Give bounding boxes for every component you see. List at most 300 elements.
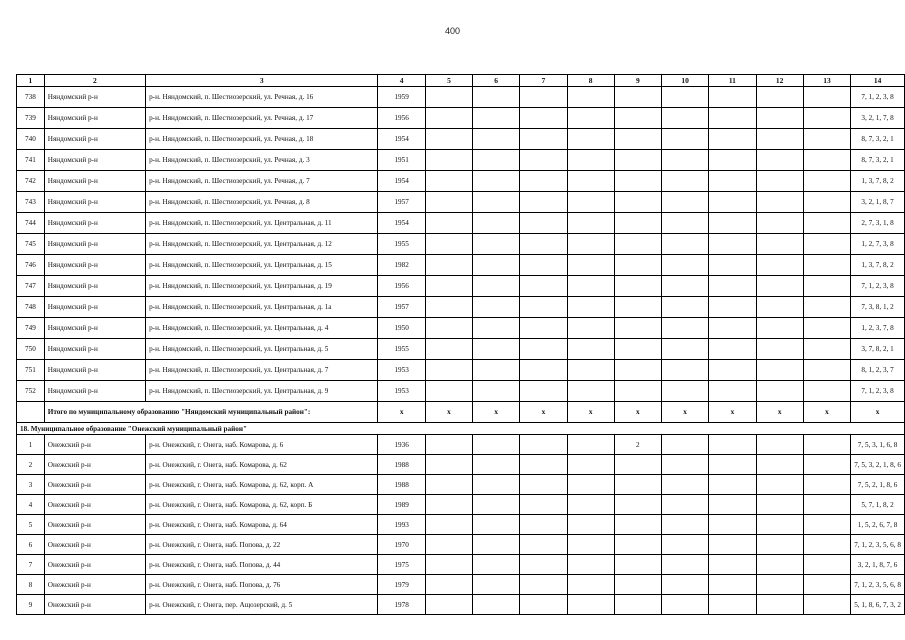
col12-cell	[756, 435, 803, 455]
district-cell: Няндомский р-н	[44, 360, 145, 381]
col7-cell	[520, 297, 567, 318]
col13-cell	[803, 535, 850, 555]
year-cell: 1975	[378, 555, 425, 575]
col7-cell	[520, 475, 567, 495]
table-row	[17, 475, 905, 495]
col7-cell	[520, 150, 567, 171]
col5-cell	[425, 555, 472, 575]
col13-cell	[803, 595, 850, 615]
col12-cell	[756, 535, 803, 555]
col10-cell	[661, 381, 708, 402]
col12-cell	[756, 455, 803, 475]
onega-rows	[17, 435, 905, 615]
col7-cell	[520, 276, 567, 297]
sequence-cell: 7, 1, 2, 3, 8	[851, 276, 905, 297]
col13-cell	[803, 255, 850, 276]
col7-cell	[520, 435, 567, 455]
sequence-cell: 1, 2, 3, 7, 8	[851, 318, 905, 339]
row-number-cell: 738	[17, 87, 45, 108]
col5-cell	[425, 595, 472, 615]
total-num-cell	[17, 402, 45, 423]
district-cell: Няндомский р-н	[44, 318, 145, 339]
col9-cell	[614, 475, 661, 495]
row-number-cell: 742	[17, 171, 45, 192]
total-x: x	[614, 402, 661, 423]
total-x: x	[520, 402, 567, 423]
col5-cell	[425, 192, 472, 213]
sequence-cell: 7, 5, 2, 1, 8, 6	[851, 475, 905, 495]
district-cell: Няндомский р-н	[44, 339, 145, 360]
col9-cell	[614, 515, 661, 535]
row-number-cell: 2	[17, 455, 45, 475]
col13-cell	[803, 555, 850, 575]
year-cell: 1955	[378, 234, 425, 255]
col13-cell	[803, 475, 850, 495]
col8-cell	[567, 495, 614, 515]
col7-cell	[520, 87, 567, 108]
year-cell: 1979	[378, 575, 425, 595]
col10-cell	[661, 515, 708, 535]
row-number-cell: 748	[17, 297, 45, 318]
sequence-cell: 7, 5, 3, 2, 1, 8, 6	[851, 455, 905, 475]
col10-cell	[661, 129, 708, 150]
col11-cell	[709, 339, 756, 360]
sequence-cell: 7, 5, 3, 1, 6, 8	[851, 435, 905, 455]
col7-cell	[520, 339, 567, 360]
table-row	[17, 276, 905, 297]
district-cell: Няндомский р-н	[44, 381, 145, 402]
total-section	[17, 402, 905, 435]
col12-cell	[756, 475, 803, 495]
col6-cell	[473, 234, 520, 255]
col5-cell	[425, 87, 472, 108]
col8-cell	[567, 255, 614, 276]
col5-cell	[425, 297, 472, 318]
col6-cell	[473, 87, 520, 108]
table-row	[17, 150, 905, 171]
col8-cell	[567, 360, 614, 381]
column-header: 4	[378, 75, 425, 87]
row-number-cell: 746	[17, 255, 45, 276]
col6-cell	[473, 129, 520, 150]
col7-cell	[520, 555, 567, 575]
col5-cell	[425, 171, 472, 192]
col6-cell	[473, 555, 520, 575]
col13-cell	[803, 515, 850, 535]
col11-cell	[709, 495, 756, 515]
address-cell: р-н. Няндомский, п. Шестиозерский, ул. Центральная, д. 5	[146, 339, 378, 360]
col7-cell	[520, 535, 567, 555]
col10-cell	[661, 171, 708, 192]
col11-cell	[709, 515, 756, 535]
sequence-cell: 8, 1, 2, 3, 7	[851, 360, 905, 381]
col12-cell	[756, 595, 803, 615]
col10-cell	[661, 150, 708, 171]
col9-cell	[614, 297, 661, 318]
col9-cell	[614, 213, 661, 234]
total-label: Итого по муниципальному образованию "Няндомский муниципальный район":	[44, 402, 378, 423]
year-cell: 1988	[378, 455, 425, 475]
col9-cell	[614, 495, 661, 515]
col12-cell	[756, 318, 803, 339]
col7-cell	[520, 171, 567, 192]
col6-cell	[473, 575, 520, 595]
total-x: x	[567, 402, 614, 423]
col7-cell	[520, 108, 567, 129]
district-cell: Онежский р-н	[44, 475, 145, 495]
address-cell: р-н. Няндомский, п. Шестиозерский, ул. Речная, д. 18	[146, 129, 378, 150]
col10-cell	[661, 455, 708, 475]
district-cell: Онежский р-н	[44, 535, 145, 555]
col13-cell	[803, 150, 850, 171]
col6-cell	[473, 318, 520, 339]
address-cell: р-н. Няндомский, п. Шестиозерский, ул. Центральная, д. 12	[146, 234, 378, 255]
col11-cell	[709, 435, 756, 455]
year-cell: 1959	[378, 87, 425, 108]
col8-cell	[567, 318, 614, 339]
address-cell: р-н. Онежский, г. Онега, наб. Комарова, д. 62, корп. А	[146, 475, 378, 495]
table-row	[17, 360, 905, 381]
col10-cell	[661, 213, 708, 234]
year-cell: 1950	[378, 318, 425, 339]
col6-cell	[473, 276, 520, 297]
col9-cell	[614, 192, 661, 213]
district-cell: Онежский р-н	[44, 595, 145, 615]
col5-cell	[425, 150, 472, 171]
col8-cell	[567, 108, 614, 129]
col6-cell	[473, 297, 520, 318]
total-x: x	[803, 402, 850, 423]
total-x: x	[851, 402, 905, 423]
column-header: 7	[520, 75, 567, 87]
col10-cell	[661, 435, 708, 455]
col13-cell	[803, 318, 850, 339]
col12-cell	[756, 575, 803, 595]
year-cell: 1955	[378, 339, 425, 360]
table-row	[17, 535, 905, 555]
col5-cell	[425, 495, 472, 515]
table-row	[17, 575, 905, 595]
col12-cell	[756, 555, 803, 575]
col11-cell	[709, 276, 756, 297]
col7-cell	[520, 381, 567, 402]
district-cell: Няндомский р-н	[44, 150, 145, 171]
column-header: 11	[709, 75, 756, 87]
col11-cell	[709, 108, 756, 129]
col7-cell	[520, 515, 567, 535]
col6-cell	[473, 495, 520, 515]
col5-cell	[425, 234, 472, 255]
district-cell: Няндомский р-н	[44, 234, 145, 255]
col9-cell	[614, 595, 661, 615]
row-number-cell: 741	[17, 150, 45, 171]
row-number-cell: 8	[17, 575, 45, 595]
col6-cell	[473, 381, 520, 402]
col13-cell	[803, 455, 850, 475]
address-cell: р-н. Няндомский, п. Шестиозерский, ул. Речная, д. 17	[146, 108, 378, 129]
address-cell: р-н. Няндомский, п. Шестиозерский, ул. Центральная, д. 11	[146, 213, 378, 234]
col5-cell	[425, 475, 472, 495]
col8-cell	[567, 297, 614, 318]
year-cell: 1953	[378, 381, 425, 402]
address-cell: р-н. Няндомский, п. Шестиозерский, ул. Речная, д. 3	[146, 150, 378, 171]
col13-cell	[803, 129, 850, 150]
year-cell: 1936	[378, 435, 425, 455]
district-cell: Няндомский р-н	[44, 255, 145, 276]
col10-cell	[661, 495, 708, 515]
col9-cell	[614, 339, 661, 360]
col10-cell	[661, 475, 708, 495]
col11-cell	[709, 297, 756, 318]
col11-cell	[709, 555, 756, 575]
col13-cell	[803, 276, 850, 297]
col10-cell	[661, 276, 708, 297]
col8-cell	[567, 515, 614, 535]
col12-cell	[756, 360, 803, 381]
table-row	[17, 555, 905, 575]
col8-cell	[567, 381, 614, 402]
sequence-cell: 3, 2, 1, 8, 7	[851, 192, 905, 213]
col10-cell	[661, 297, 708, 318]
year-cell: 1988	[378, 475, 425, 495]
district-cell: Онежский р-н	[44, 495, 145, 515]
col10-cell	[661, 360, 708, 381]
nyandoma-rows	[17, 87, 905, 402]
year-cell: 1956	[378, 108, 425, 129]
district-cell: Онежский р-н	[44, 435, 145, 455]
col11-cell	[709, 595, 756, 615]
col13-cell	[803, 381, 850, 402]
district-cell: Няндомский р-н	[44, 129, 145, 150]
col9-cell	[614, 276, 661, 297]
column-header: 13	[803, 75, 850, 87]
col5-cell	[425, 535, 472, 555]
col5-cell	[425, 108, 472, 129]
row-number-cell: 3	[17, 475, 45, 495]
col12-cell	[756, 108, 803, 129]
column-header: 2	[44, 75, 145, 87]
table-row	[17, 234, 905, 255]
table-row	[17, 339, 905, 360]
col12-cell	[756, 234, 803, 255]
column-header: 10	[661, 75, 708, 87]
col12-cell	[756, 339, 803, 360]
table-row	[17, 455, 905, 475]
page-number: 400	[444, 26, 461, 36]
col8-cell	[567, 475, 614, 495]
col7-cell	[520, 495, 567, 515]
address-cell: р-н. Няндомский, п. Шестиозерский, ул. Центральная, д. 15	[146, 255, 378, 276]
row-number-cell: 752	[17, 381, 45, 402]
col5-cell	[425, 515, 472, 535]
col12-cell	[756, 276, 803, 297]
col8-cell	[567, 129, 614, 150]
total-x: x	[661, 402, 708, 423]
col6-cell	[473, 475, 520, 495]
address-cell: р-н. Онежский, г. Онега, наб. Попова, д. 22	[146, 535, 378, 555]
col9-cell	[614, 555, 661, 575]
col10-cell	[661, 255, 708, 276]
district-cell: Няндомский р-н	[44, 171, 145, 192]
col10-cell	[661, 192, 708, 213]
col7-cell	[520, 575, 567, 595]
col7-cell	[520, 318, 567, 339]
district-cell: Онежский р-н	[44, 555, 145, 575]
year-cell: 1953	[378, 360, 425, 381]
section-title: 18. Муниципальное образование "Онежский муниципальный район"	[17, 423, 905, 435]
year-cell: 1956	[378, 276, 425, 297]
col5-cell	[425, 381, 472, 402]
col11-cell	[709, 381, 756, 402]
col7-cell	[520, 595, 567, 615]
col6-cell	[473, 595, 520, 615]
year-cell: 1951	[378, 150, 425, 171]
district-cell: Онежский р-н	[44, 575, 145, 595]
table-row	[17, 213, 905, 234]
col10-cell	[661, 339, 708, 360]
sequence-cell: 1, 5, 2, 6, 7, 8	[851, 515, 905, 535]
address-cell: р-н. Онежский, г. Онега, наб. Комарова, д. 62, корп. Б	[146, 495, 378, 515]
col13-cell	[803, 213, 850, 234]
year-cell: 1993	[378, 515, 425, 535]
row-number-cell: 9	[17, 595, 45, 615]
col6-cell	[473, 213, 520, 234]
address-cell: р-н. Онежский, г. Онега, пер. Ащозерский, д. 5	[146, 595, 378, 615]
col11-cell	[709, 213, 756, 234]
col11-cell	[709, 475, 756, 495]
col10-cell	[661, 108, 708, 129]
district-cell: Няндомский р-н	[44, 297, 145, 318]
sequence-cell: 7, 1, 2, 3, 5, 6, 8	[851, 575, 905, 595]
row-number-cell: 740	[17, 129, 45, 150]
col11-cell	[709, 360, 756, 381]
sequence-cell: 1, 3, 7, 8, 2	[851, 171, 905, 192]
year-cell: 1954	[378, 129, 425, 150]
address-cell: р-н. Онежский, г. Онега, наб. Комарова, д. 62	[146, 455, 378, 475]
col10-cell	[661, 595, 708, 615]
table-row	[17, 129, 905, 150]
col10-cell	[661, 575, 708, 595]
sequence-cell: 1, 3, 7, 8, 2	[851, 255, 905, 276]
district-cell: Няндомский р-н	[44, 108, 145, 129]
col5-cell	[425, 213, 472, 234]
col10-cell	[661, 87, 708, 108]
col13-cell	[803, 234, 850, 255]
col8-cell	[567, 171, 614, 192]
row-number-cell: 745	[17, 234, 45, 255]
col7-cell	[520, 360, 567, 381]
col10-cell	[661, 555, 708, 575]
total-x: x	[709, 402, 756, 423]
col13-cell	[803, 435, 850, 455]
table-row	[17, 87, 905, 108]
row-number-cell: 6	[17, 535, 45, 555]
column-header: 6	[473, 75, 520, 87]
col6-cell	[473, 255, 520, 276]
district-cell: Няндомский р-н	[44, 276, 145, 297]
col7-cell	[520, 234, 567, 255]
col7-cell	[520, 192, 567, 213]
row-number-cell: 747	[17, 276, 45, 297]
col6-cell	[473, 108, 520, 129]
col11-cell	[709, 318, 756, 339]
row-number-cell: 7	[17, 555, 45, 575]
col6-cell	[473, 360, 520, 381]
year-cell: 1982	[378, 255, 425, 276]
col6-cell	[473, 192, 520, 213]
col10-cell	[661, 318, 708, 339]
col7-cell	[520, 213, 567, 234]
col9-cell	[614, 535, 661, 555]
table-row	[17, 108, 905, 129]
table-row	[17, 255, 905, 276]
col8-cell	[567, 192, 614, 213]
year-cell: 1978	[378, 595, 425, 615]
col7-cell	[520, 455, 567, 475]
col11-cell	[709, 255, 756, 276]
sequence-cell: 5, 7, 1, 8, 2	[851, 495, 905, 515]
table-row	[17, 435, 905, 455]
district-cell: Няндомский р-н	[44, 87, 145, 108]
register-table	[16, 74, 905, 615]
district-cell: Онежский р-н	[44, 515, 145, 535]
sequence-cell: 8, 7, 3, 2, 1	[851, 129, 905, 150]
table-row	[17, 192, 905, 213]
col6-cell	[473, 171, 520, 192]
col12-cell	[756, 192, 803, 213]
table-row	[17, 318, 905, 339]
col11-cell	[709, 575, 756, 595]
address-cell: р-н. Онежский, г. Онега, наб. Комарова, д. 64	[146, 515, 378, 535]
col13-cell	[803, 339, 850, 360]
table-row	[17, 171, 905, 192]
row-number-cell: 750	[17, 339, 45, 360]
col8-cell	[567, 339, 614, 360]
col9-cell	[614, 108, 661, 129]
table-row	[17, 495, 905, 515]
col8-cell	[567, 575, 614, 595]
row-number-cell: 4	[17, 495, 45, 515]
table-row	[17, 297, 905, 318]
col11-cell	[709, 87, 756, 108]
col8-cell	[567, 535, 614, 555]
col8-cell	[567, 234, 614, 255]
col8-cell	[567, 276, 614, 297]
col10-cell	[661, 535, 708, 555]
address-cell: р-н. Няндомский, п. Шестиозерский, ул. Центральная, д. 7	[146, 360, 378, 381]
col12-cell	[756, 129, 803, 150]
col9-cell	[614, 150, 661, 171]
col9-cell	[614, 234, 661, 255]
column-header: 5	[425, 75, 472, 87]
col11-cell	[709, 455, 756, 475]
col9-cell: 2	[614, 435, 661, 455]
col7-cell	[520, 129, 567, 150]
col13-cell	[803, 297, 850, 318]
sequence-cell: 3, 7, 8, 2, 1	[851, 339, 905, 360]
year-cell: 1954	[378, 171, 425, 192]
col12-cell	[756, 515, 803, 535]
col11-cell	[709, 150, 756, 171]
sequence-cell: 3, 2, 1, 7, 8	[851, 108, 905, 129]
column-header: 1	[17, 75, 45, 87]
col6-cell	[473, 150, 520, 171]
col9-cell	[614, 129, 661, 150]
col12-cell	[756, 255, 803, 276]
row-number-cell: 749	[17, 318, 45, 339]
col12-cell	[756, 87, 803, 108]
table-row	[17, 381, 905, 402]
